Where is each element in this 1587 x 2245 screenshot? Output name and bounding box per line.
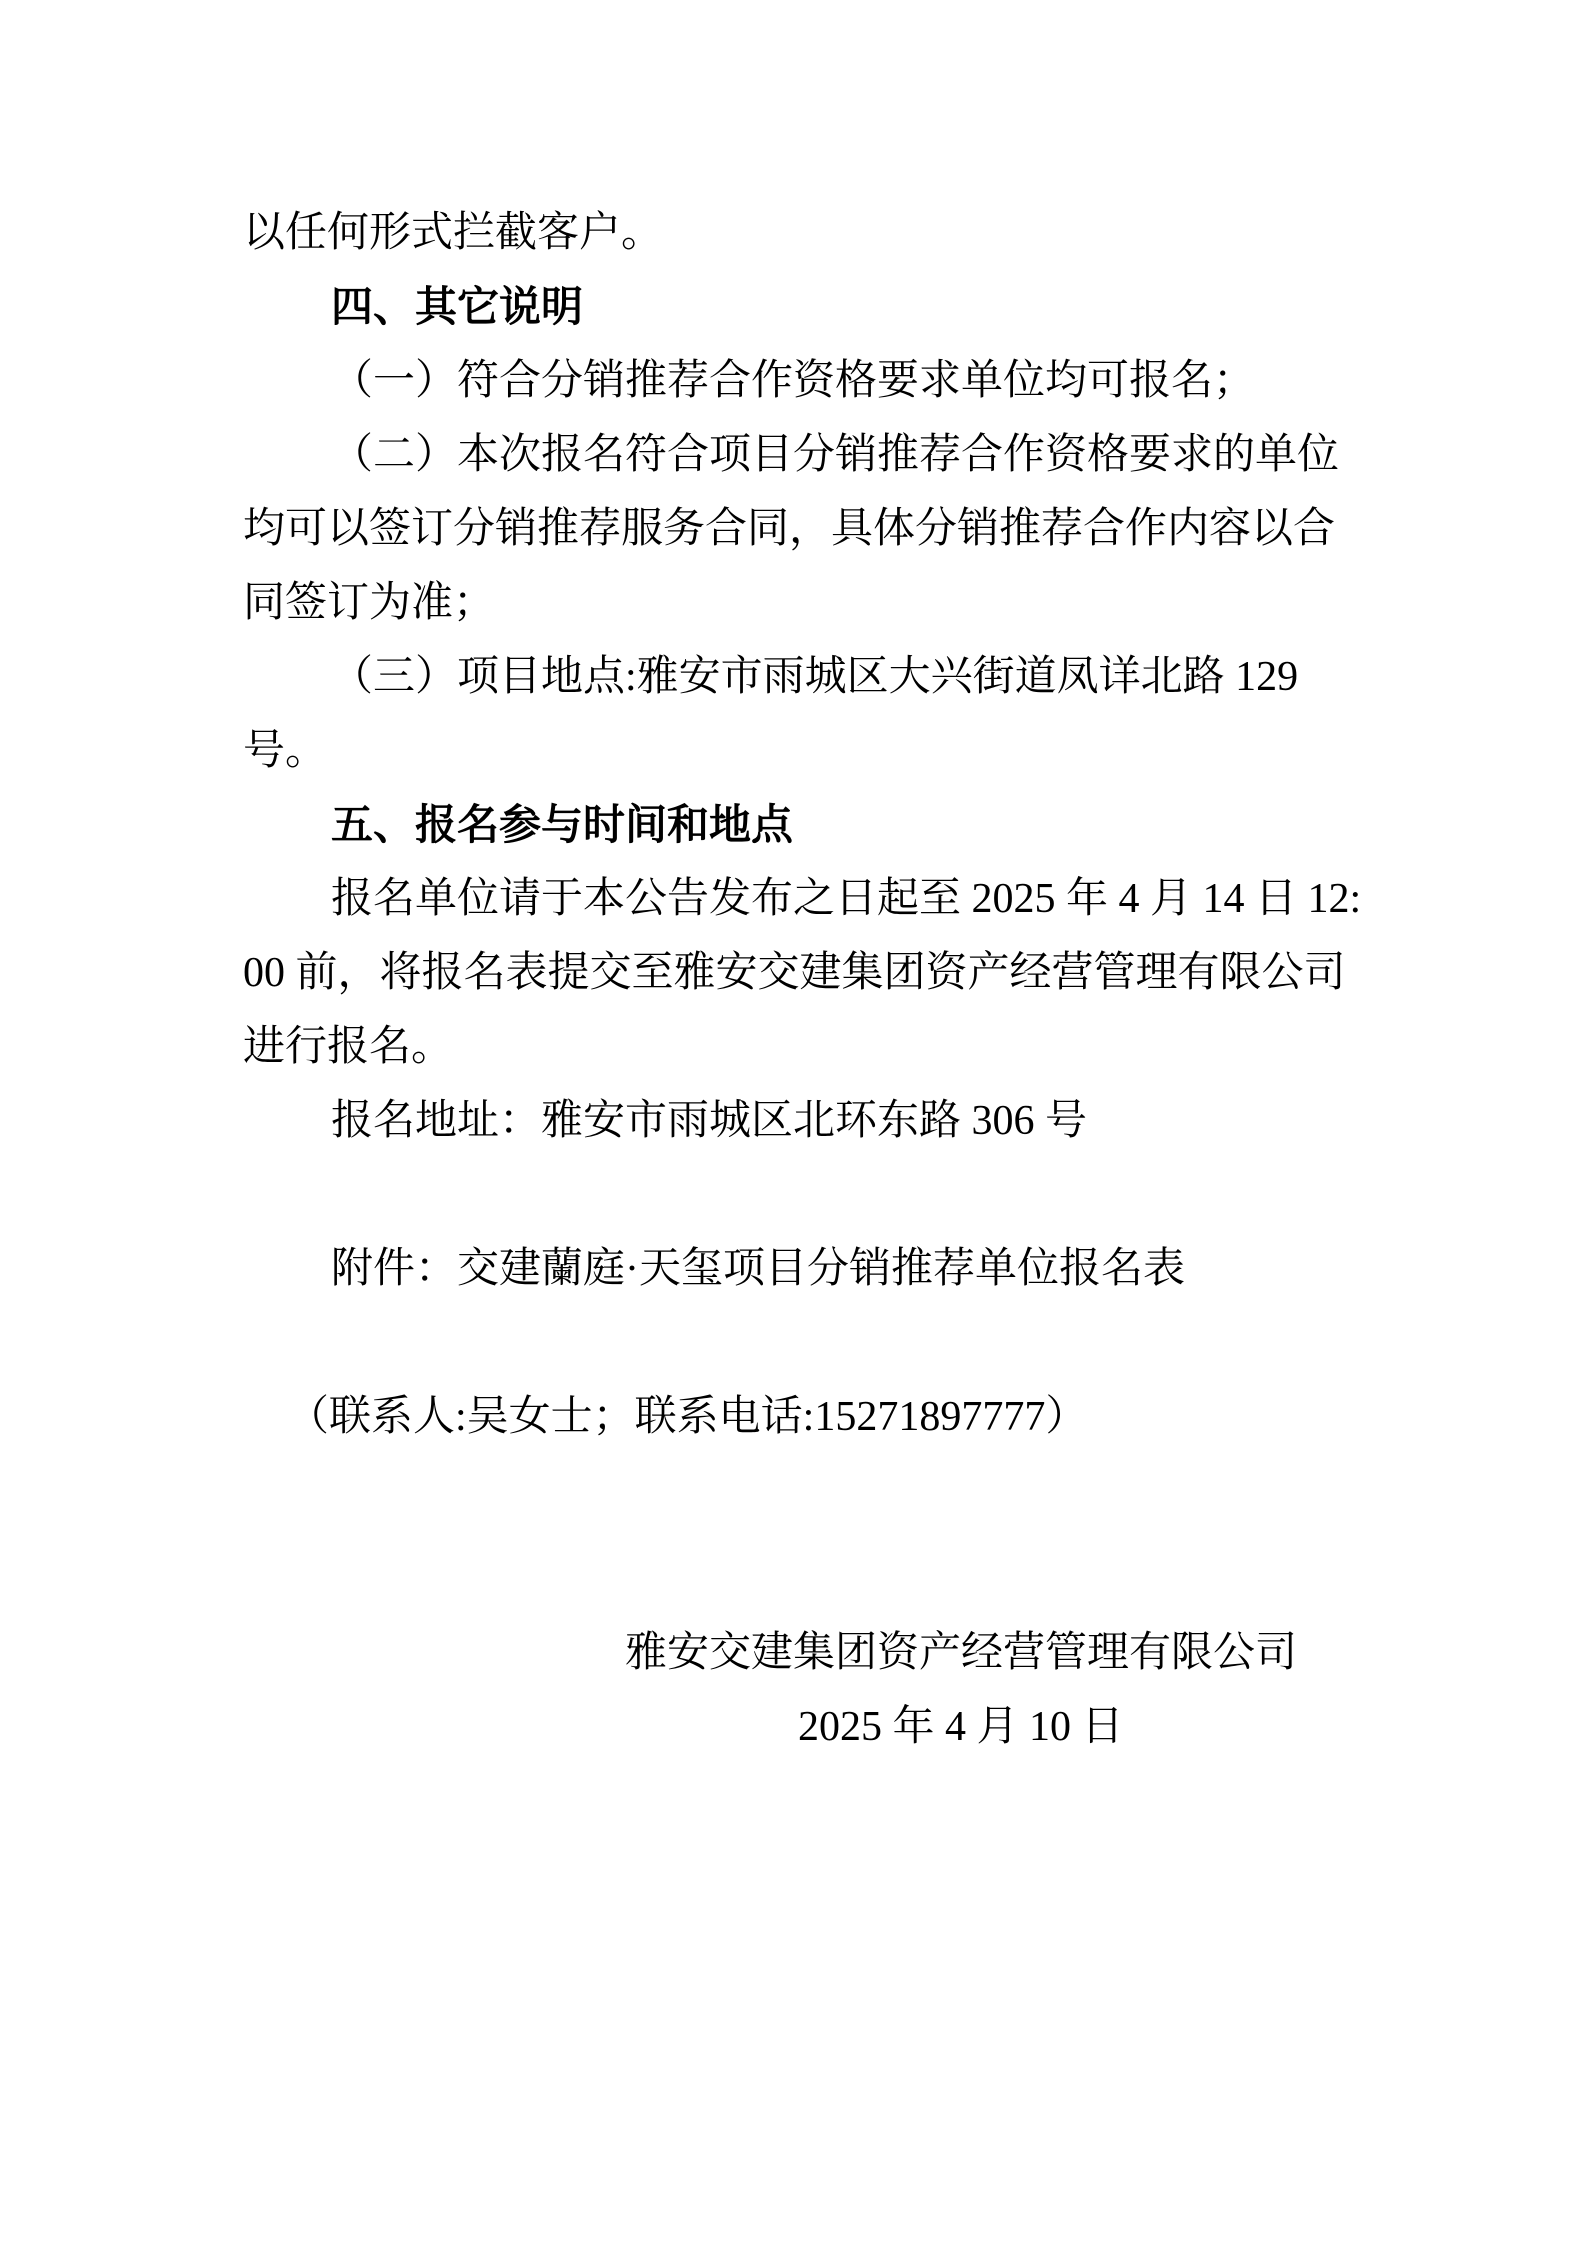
- blank-line: [243, 1454, 1343, 1528]
- paragraph-continuation-line: 以任何形式拦截客户。: [243, 210, 664, 256]
- registration-paragraph-line-2: 00 前，将报名表提交至雅安交建集团资产经营管理有限公司: [243, 950, 1346, 996]
- attachment-note-line: 附件：交建蘭庭·天玺项目分销推荐单位报名表: [331, 1246, 1185, 1292]
- registration-address-line: 报名地址：雅安市雨城区北环东路 306 号: [331, 1098, 1088, 1144]
- signature-company-name: 雅安交建集团资产经营管理有限公司: [625, 1630, 1298, 1676]
- signature-date: 2025 年 4 月 10 日: [798, 1704, 1124, 1750]
- list-item-3-line-2: 号。: [243, 728, 328, 774]
- blank-line: [243, 1306, 1343, 1380]
- list-item-2-line-2: 均可以签订分销推荐服务合同，具体分销推荐合作内容以合: [243, 506, 1336, 552]
- list-item-2-line-1: （二）本次报名符合项目分销推荐合作资格要求的单位: [331, 432, 1340, 478]
- section-heading-other-notes: 四、其它说明: [331, 283, 584, 330]
- contact-info-line: （联系人:吴女士；联系电话:15271897777）: [287, 1394, 1088, 1440]
- section-heading-registration-time-place: 五、报名参与时间和地点: [331, 801, 794, 848]
- registration-paragraph-line-3: 进行报名。: [243, 1024, 454, 1070]
- document-content: [243, 196, 1362, 1764]
- list-item-2-line-3: 同签订为准；: [243, 580, 496, 626]
- list-item-1: （一）符合分销推荐合作资格要求单位均可报名；: [331, 358, 1256, 404]
- list-item-3-line-1: （三）项目地点:雅安市雨城区大兴街道凤详北路 129: [331, 654, 1299, 700]
- blank-line: [243, 1528, 1343, 1602]
- registration-paragraph-line-1: 报名单位请于本公告发布之日起至 2025 年 4 月 14 日 12:: [331, 876, 1362, 922]
- blank-line: [243, 1158, 1343, 1232]
